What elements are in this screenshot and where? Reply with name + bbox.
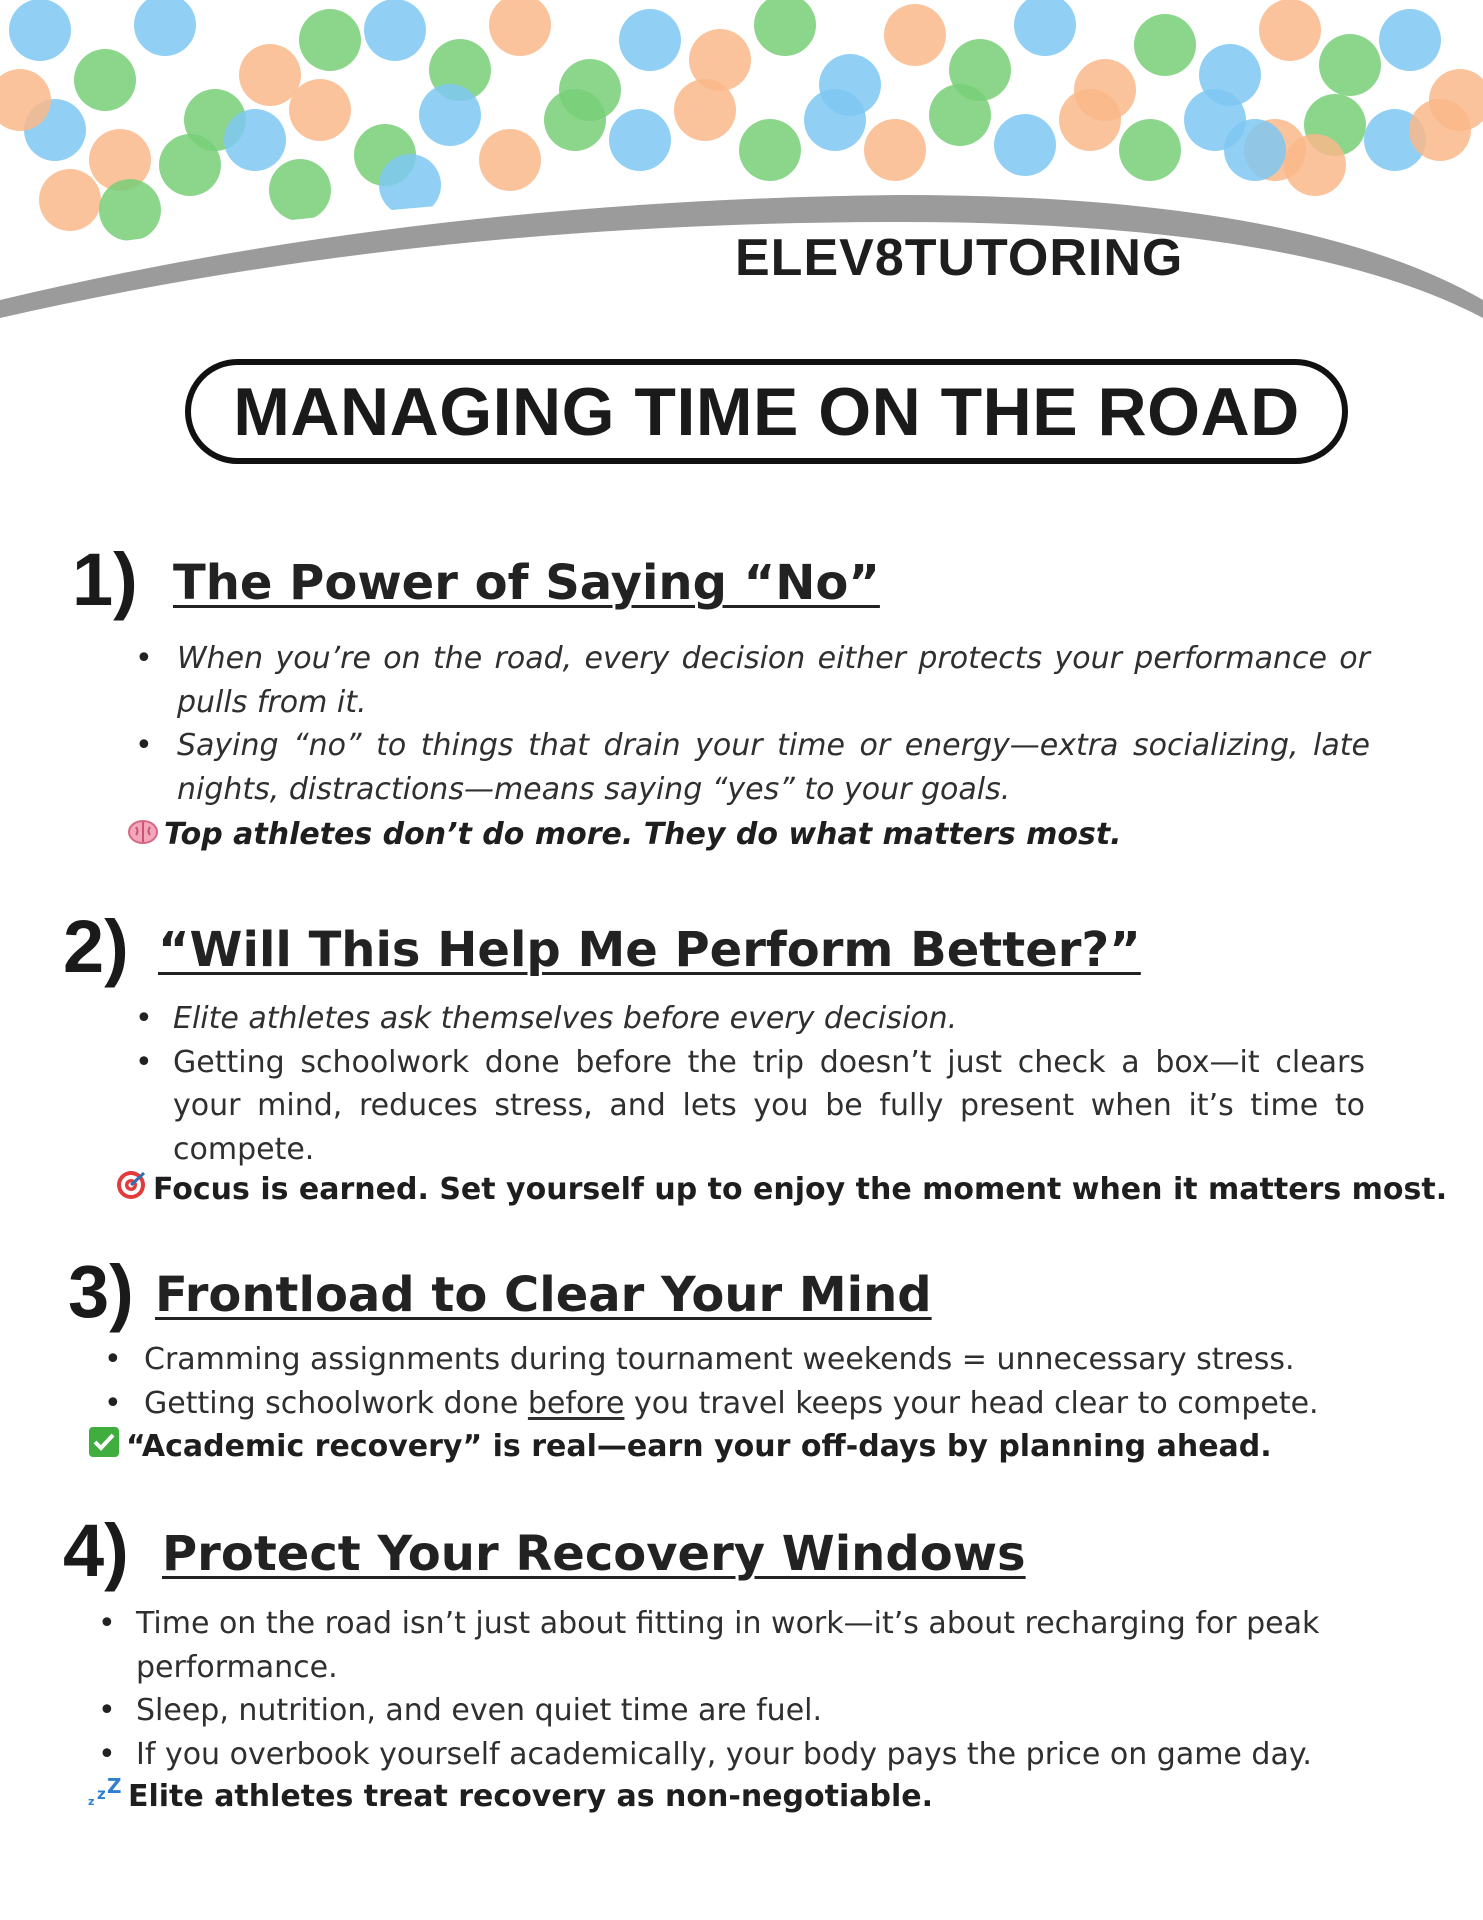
confetti-dot xyxy=(1259,0,1321,61)
section-header xyxy=(0,1511,1400,1591)
brain-icon xyxy=(128,814,158,857)
takeaway xyxy=(115,1168,1447,1213)
confetti-dot xyxy=(619,9,681,71)
confetti-dot xyxy=(299,9,361,71)
confetti-dot xyxy=(929,84,991,146)
bullet-list xyxy=(98,1602,1343,1776)
confetti-dot xyxy=(479,129,541,191)
list-item: • If you overbook yourself academically, your body pays the price on game day. xyxy=(98,1736,1312,1772)
confetti-dot xyxy=(1119,119,1181,181)
confetti-dot xyxy=(1379,9,1441,71)
title-pill xyxy=(185,359,1348,464)
confetti-dot xyxy=(489,0,551,56)
confetti-dot xyxy=(1059,89,1121,151)
bullet-list xyxy=(135,637,1370,811)
confetti-dot xyxy=(994,114,1056,176)
bullet-list xyxy=(135,997,1365,1171)
confetti-dot xyxy=(39,169,101,231)
confetti-dot xyxy=(1284,134,1346,196)
bullet-list xyxy=(104,1338,1384,1425)
section-number: 2) xyxy=(63,905,129,988)
svg-text:Z: Z xyxy=(107,1777,122,1798)
confetti-dot xyxy=(224,109,286,171)
confetti-dot xyxy=(364,0,426,61)
bullet-text: Saying “no” to things that drain your time or energy—extra socializing, late nights, distractions—means saying “yes” to your goals. xyxy=(177,728,1370,807)
section-number: 4) xyxy=(63,1509,129,1592)
confetti-dot xyxy=(269,159,331,221)
brand-name: ELEV8TUTORING xyxy=(735,229,1184,287)
confetti-dot xyxy=(674,79,736,141)
confetti-dot xyxy=(9,0,71,61)
list-item: • Getting schoolwork done before the trip doesn’t just check a box—it clears your mind, reduces stress, and lets you be fully present when it’s time to compete. xyxy=(135,1044,1365,1167)
confetti-dot xyxy=(289,79,351,141)
takeaway-text: “Academic recovery” is real—earn your off-days by planning ahead. xyxy=(126,1429,1272,1464)
bullet-text: Getting schoolwork done before the trip doesn’t just check a box—it clears your mind, reduces stress, and lets you be fully present when it’s time to compete. xyxy=(173,1044,1365,1167)
section-header xyxy=(0,1252,1400,1332)
list-item: • Sleep, nutrition, and even quiet time are fuel. xyxy=(98,1693,823,1728)
confetti-dot xyxy=(1319,34,1381,96)
confetti-dot xyxy=(239,44,301,106)
confetti-dot xyxy=(1224,119,1286,181)
bullet-text: Cramming assignments during tournament weekends = unnecessary stress. xyxy=(144,1342,1295,1377)
section-heading: “Will This Help Me Perform Better?” xyxy=(158,922,1141,978)
list-item: • Saying “no” to things that drain your time or energy—extra socializing, late nights, distractions—means saying “yes” to your goals. xyxy=(135,728,1370,807)
page-title: MANAGING TIME ON THE ROAD xyxy=(233,373,1300,450)
svg-text:z: z xyxy=(97,1785,106,1803)
confetti-dot xyxy=(609,109,671,171)
list-item: • Cramming assignments during tournament weekends = unnecessary stress. xyxy=(104,1342,1295,1377)
section-header xyxy=(0,907,1400,987)
sleep-zzz-icon xyxy=(88,1776,122,1819)
target-icon xyxy=(115,1169,147,1213)
confetti-dot xyxy=(74,49,136,111)
svg-text:z: z xyxy=(88,1795,95,1807)
confetti-dot xyxy=(739,119,801,181)
bullet-text: Time on the road isn’t just about fitting in work—it’s about recharging for peak performance. xyxy=(136,1606,1320,1685)
section-heading: Frontload to Clear Your Mind xyxy=(155,1267,932,1323)
confetti-dot xyxy=(159,134,221,196)
confetti-dot xyxy=(804,89,866,151)
takeaway xyxy=(88,1425,1272,1470)
underlined-word: before xyxy=(527,1385,625,1421)
confetti-dot xyxy=(544,89,606,151)
bullet-text: Getting schoolwork done xyxy=(144,1385,528,1421)
list-item: • Elite athletes ask themselves before every decision. xyxy=(135,1001,958,1036)
bullet-text: you travel keeps your head clear to compete. xyxy=(624,1385,1319,1421)
bullet-text: If you overbook yourself academically, your body pays the price on game day. xyxy=(136,1736,1312,1772)
takeaway xyxy=(88,1775,933,1819)
bullet-text: Elite athletes ask themselves before every decision. xyxy=(173,1001,958,1036)
list-item: • Time on the road isn’t just about fitting in work—it’s about recharging for peak performance. xyxy=(98,1606,1320,1685)
checkmark-icon xyxy=(88,1426,120,1470)
confetti-dot xyxy=(1014,0,1076,56)
confetti-dot xyxy=(864,119,926,181)
section-number: 1) xyxy=(72,538,138,621)
takeaway-text: Elite athletes treat recovery as non-negotiable. xyxy=(128,1779,933,1814)
section-number: 3) xyxy=(68,1250,134,1333)
confetti-dot xyxy=(99,179,161,241)
confetti-dot xyxy=(1409,99,1471,161)
bullet-text: When you’re on the road, every decision either protects your performance or pulls from it. xyxy=(177,641,1370,720)
section-heading: Protect Your Recovery Windows xyxy=(162,1526,1026,1582)
list-item: • Getting schoolwork done before you travel keeps your head clear to compete. xyxy=(104,1385,1319,1421)
confetti-dot xyxy=(134,0,196,56)
section-header xyxy=(0,540,1400,620)
confetti-dot xyxy=(754,0,816,56)
bullet-text: Sleep, nutrition, and even quiet time are fuel. xyxy=(136,1693,823,1728)
takeaway-text: Top athletes don’t do more. They do what matters most. xyxy=(164,817,1122,852)
takeaway-text: Focus is earned. Set yourself up to enjoy the moment when it matters most. xyxy=(153,1172,1448,1207)
confetti-dot xyxy=(1134,14,1196,76)
confetti-dot xyxy=(419,84,481,146)
confetti-dot xyxy=(884,4,946,66)
takeaway xyxy=(128,813,1122,857)
section-heading: The Power of Saying “No” xyxy=(173,555,880,611)
list-item: • When you’re on the road, every decision either protects your performance or pulls from it. xyxy=(135,641,1370,720)
